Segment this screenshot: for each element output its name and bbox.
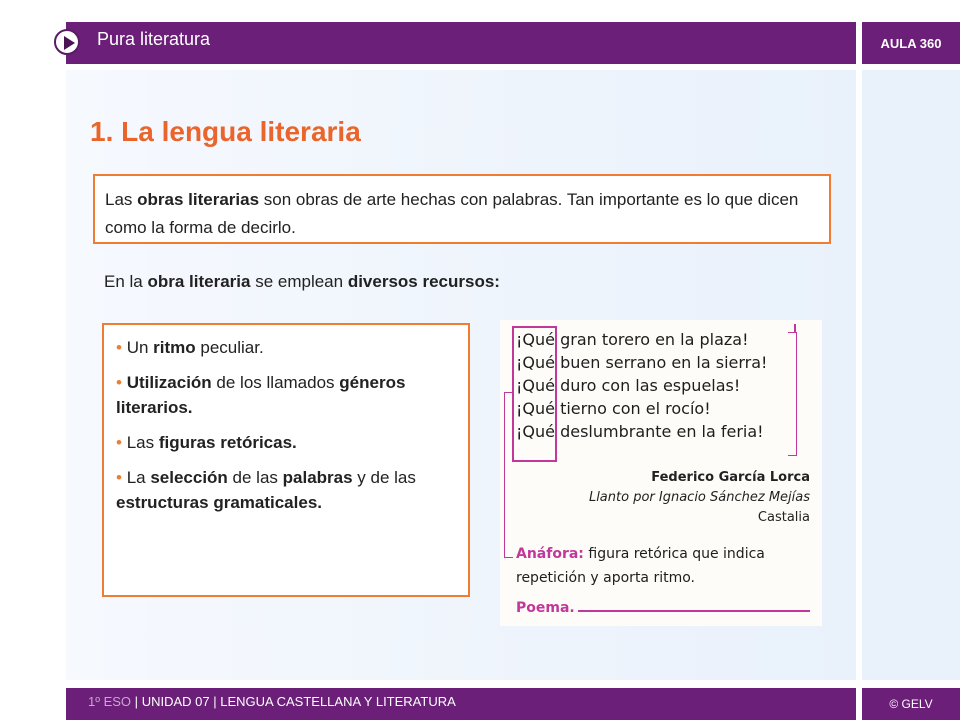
page-title: 1. La lengua literaria <box>90 116 361 147</box>
footer-breadcrumb <box>88 694 456 709</box>
list-bold: figuras retóricas. <box>158 433 297 452</box>
definition-box <box>93 174 831 244</box>
list-item <box>116 335 456 360</box>
intro-text: Las <box>105 190 138 209</box>
bracket-tick <box>794 324 796 332</box>
poem-image <box>500 320 822 626</box>
list-item <box>116 465 456 515</box>
section-title: Pura literatura <box>97 29 211 49</box>
poem-author: Federico García Lorca <box>651 470 810 485</box>
bullet-icon: • <box>116 433 122 452</box>
poem-bracket-right <box>788 332 797 456</box>
poem-line: ¡Qué gran torero en la plaza! <box>516 330 749 349</box>
intro-text: son obras de arte hechas con palabras. Tan importante es lo que dicen como la forma de decirlo. <box>105 190 799 237</box>
list-text: de las <box>227 468 283 487</box>
resources-list <box>102 323 470 597</box>
recursos-text: En la <box>104 272 148 291</box>
poem-line: ¡Qué tierno con el rocío! <box>516 399 711 418</box>
list-text: Las <box>126 433 159 452</box>
bullet-icon: • <box>116 373 122 392</box>
footer-course: 1º ESO <box>88 694 132 709</box>
poem-publisher: Castalia <box>757 510 810 525</box>
list-text: La <box>126 468 151 487</box>
recursos-bold: diversos recursos: <box>347 272 500 291</box>
footer-unit: UNIDAD 07 <box>141 694 210 709</box>
poem-credit <box>589 468 810 528</box>
list-bold: selección <box>150 468 228 487</box>
list-bold: Utilización <box>126 373 212 392</box>
anaphora-bracket-left <box>504 392 513 558</box>
poem-label: Poema. <box>516 600 575 616</box>
anaphora-text: figura retórica que indica repetición y aporta ritmo. <box>516 546 765 586</box>
list-item <box>116 370 456 420</box>
poem-work: Llanto por Ignacio Sánchez Mejías <box>588 490 810 505</box>
poem-line: ¡Qué deslumbrante en la feria! <box>516 422 764 441</box>
bullet-icon: • <box>116 338 122 357</box>
list-item <box>116 430 456 455</box>
list-bold: géneros literarios. <box>116 373 406 417</box>
poem-verses <box>516 328 767 443</box>
right-panel <box>862 70 960 680</box>
poem-label-rule <box>578 610 810 612</box>
anaphora-term: Anáfora: <box>516 546 584 562</box>
anaphora-definition <box>516 542 816 590</box>
left-margin <box>0 0 66 720</box>
list-text: peculiar. <box>195 338 264 357</box>
aula-360-badge[interactable]: AULA 360 <box>862 22 960 64</box>
list-bold: estructuras gramaticales. <box>116 493 322 512</box>
poem-line: ¡Qué duro con las espuelas! <box>516 376 741 395</box>
footer-separator: | <box>213 694 217 709</box>
list-bold: palabras <box>282 468 353 487</box>
list-text: Un <box>126 338 154 357</box>
list-bold: ritmo <box>153 338 196 357</box>
intro-bold: obras literarias <box>137 190 260 209</box>
footer-separator: | <box>134 694 139 709</box>
bullet-icon: • <box>116 468 122 487</box>
play-icon[interactable] <box>54 29 80 55</box>
recursos-text: se emplean <box>250 272 348 291</box>
recursos-sentence <box>104 272 500 292</box>
footer-subject: LENGUA CASTELLANA Y LITERATURA <box>220 694 456 709</box>
list-text: y de las <box>352 468 416 487</box>
poem-line: ¡Qué buen serrano en la sierra! <box>516 353 768 372</box>
recursos-bold: obra literaria <box>147 272 251 291</box>
copyright: © GELV <box>862 688 960 720</box>
list-text: de los llamados <box>211 373 340 392</box>
